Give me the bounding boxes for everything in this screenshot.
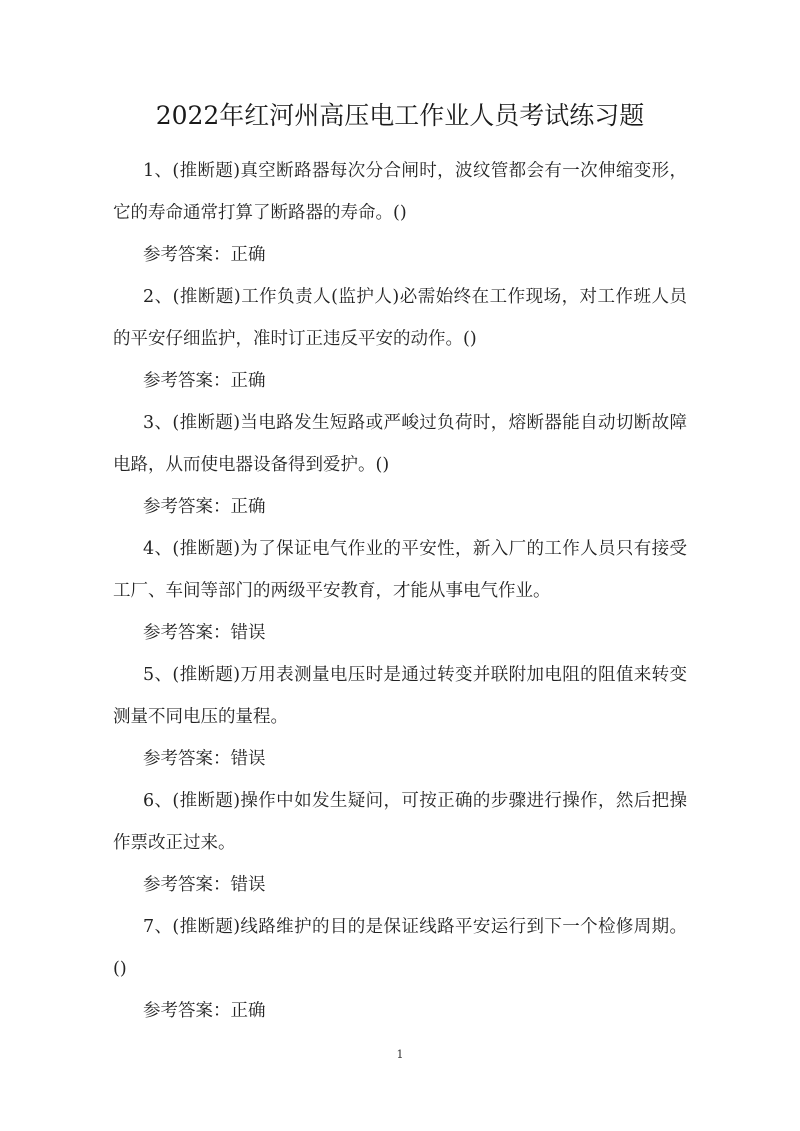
answer-line — [143, 738, 687, 780]
answer-label: 参考答案： — [143, 245, 231, 265]
answer-label: 参考答案： — [143, 875, 231, 895]
answer-label: 参考答案： — [143, 749, 231, 769]
question-text: 1、(推断题)真空断路器每次分合闸时，波纹管都会有一次伸缩变形，它的寿命通常打算了断路器的寿命。() — [113, 161, 687, 223]
answer-label: 参考答案： — [143, 371, 231, 391]
answer-line — [143, 486, 687, 528]
question-item — [113, 402, 687, 528]
question-text: 4、(推断题)为了保证电气作业的平安性，新入厂的工作人员只有接受工厂、车间等部门的两级平安教育，才能从事电气作业。 — [113, 539, 687, 601]
question-item — [113, 150, 687, 276]
answer-value: 正确 — [230, 1001, 266, 1021]
question-text: 5、(推断题)万用表测量电压时是通过转变并联附加电阻的阻值来转变测量不同电压的量程。 — [113, 665, 687, 727]
answer-line — [143, 864, 687, 906]
question-text: 3、(推断题)当电路发生短路或严峻过负荷时，熔断器能自动切断故障电路，从而使电器设备得到爱护。() — [113, 413, 687, 475]
answer-value: 正确 — [230, 245, 266, 265]
question-item — [113, 528, 687, 654]
answer-value: 错误 — [230, 623, 266, 643]
answer-value: 错误 — [230, 875, 266, 895]
answer-value: 错误 — [230, 749, 266, 769]
answer-label: 参考答案： — [143, 497, 231, 517]
answer-label: 参考答案： — [143, 1001, 231, 1021]
answer-line — [143, 234, 687, 276]
question-item — [113, 780, 687, 906]
answer-line — [143, 360, 687, 402]
answer-value: 正确 — [230, 497, 266, 517]
answer-line — [143, 612, 687, 654]
question-text: 7、(推断题)线路维护的目的是保证线路平安运行到下一个检修周期。() — [113, 917, 687, 979]
question-item — [113, 906, 687, 1032]
question-item — [113, 654, 687, 780]
document-title: 2022年红河州高压电工作业人员考试练习题 — [155, 101, 645, 130]
answer-line — [143, 990, 687, 1032]
question-text: 6、(推断题)操作中如发生疑问，可按正确的步骤进行操作，然后把操作票改正过来。 — [113, 791, 687, 853]
question-list — [113, 150, 687, 1032]
page-number: 1 — [396, 1048, 404, 1061]
answer-value: 正确 — [230, 371, 266, 391]
answer-label: 参考答案： — [143, 623, 231, 643]
question-item — [113, 276, 687, 402]
question-text: 2、(推断题)工作负责人(监护人)必需始终在工作现场，对工作班人员的平安仔细监护，准时订正违反平安的动作。() — [113, 287, 687, 349]
